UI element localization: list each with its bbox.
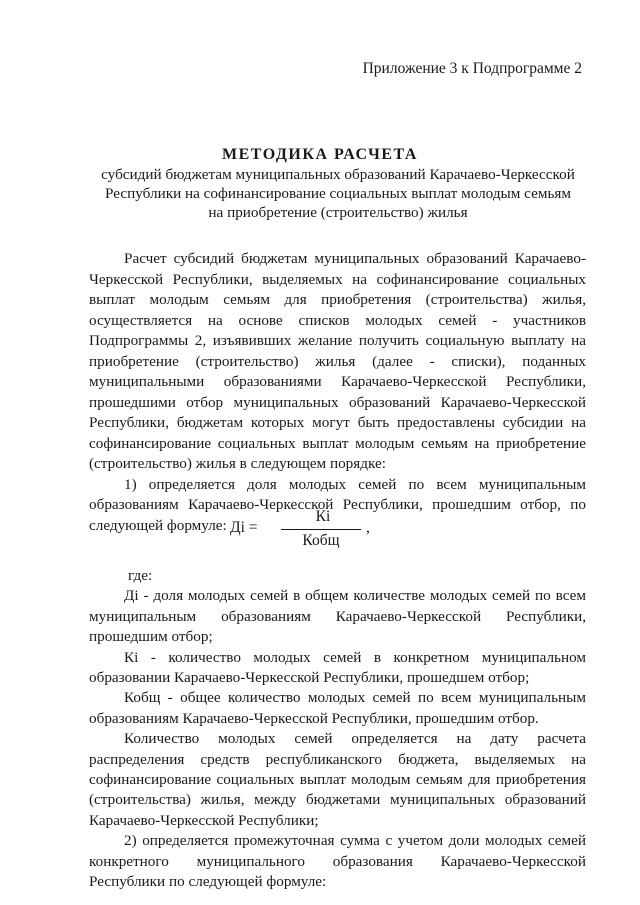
fraction-bar bbox=[281, 529, 361, 530]
paragraph-step-1: 1) определяется доля молодых семей по всем муниципальным образованиям Карачаево-Черкесской Республики, прошедшим отбор, по следующей формуле: bbox=[89, 475, 586, 534]
appendix-note: Приложение 3 к Подпрограмме 2 bbox=[362, 60, 582, 77]
formula-share bbox=[230, 508, 370, 552]
paragraph-step-2: 2) определяется промежуточная сумма с учетом доли молодых семей конкретного муниципального образования Карачаево-Черкесской Республики по следующей формуле: bbox=[89, 832, 586, 891]
document-subtitle: субсидий бюджетам муниципальных образований Карачаево-Черкесской Республики на софинансирование социальных выплат молодым семьям на приобретение (строительство) жилья bbox=[101, 166, 575, 221]
paragraph-def-kobsch: Кобщ - общее количество молодых семей по всем муниципальным образованиям Карачаево-Черкесской Республики, прошедшим отбор. bbox=[89, 689, 586, 727]
formula-trailing-comma: , bbox=[366, 519, 370, 536]
paragraph-where: где: bbox=[128, 567, 153, 584]
document-title: МЕТОДИКА РАСЧЕТА bbox=[222, 146, 418, 163]
formula-lhs: Дi = bbox=[230, 519, 258, 536]
body-text-top bbox=[89, 249, 586, 536]
paragraph-count-date: Количество молодых семей определяется на дату расчета распределения средств республиканского бюджета, выделяемых на софинансирование социальных выплат молодым семьям для приобретения (строительства) жилья, между бюджетами муниципальных образований Карачаево-Черкесской Республики; bbox=[89, 730, 586, 829]
paragraph-intro: Расчет субсидий бюджетам муниципальных образований Карачаево-Черкесской Республики, выделяемых на софинансирование социальных выплат молодым семьям для приобретения (строительства) жилья, осуществляется на основе списков молодых семей - участников Подпрограммы 2, изъявивших желание получить социальную выплату на приобретение (строительство) жилья (далее - списки), поданных муниципальными образованиями Карачаево-Черкесской Республики, прошедшими отбор муниципальных образований Карачаево-Черкесской Республики, бюджетам которых могут быть предоставлены субсидии на софинансирование социальных выплат молодым семьям на приобретение (строительство) жилья в следующем порядке: bbox=[89, 250, 586, 472]
paragraph-def-ki: Кi - количество молодых семей в конкретном муниципальном образовании Карачаево-Черкесской Республики, прошедшем отбор; bbox=[89, 648, 586, 687]
paragraph-def-di: Дi - доля молодых семей в общем количестве молодых семей по всем муниципальным образованиям Карачаево-Черкесской Республики, прошедшим отбор; bbox=[89, 587, 586, 646]
body-text-bottom bbox=[89, 566, 586, 893]
formula-numerator: Кi bbox=[315, 508, 331, 525]
formula-denominator: Кобщ bbox=[302, 532, 340, 549]
